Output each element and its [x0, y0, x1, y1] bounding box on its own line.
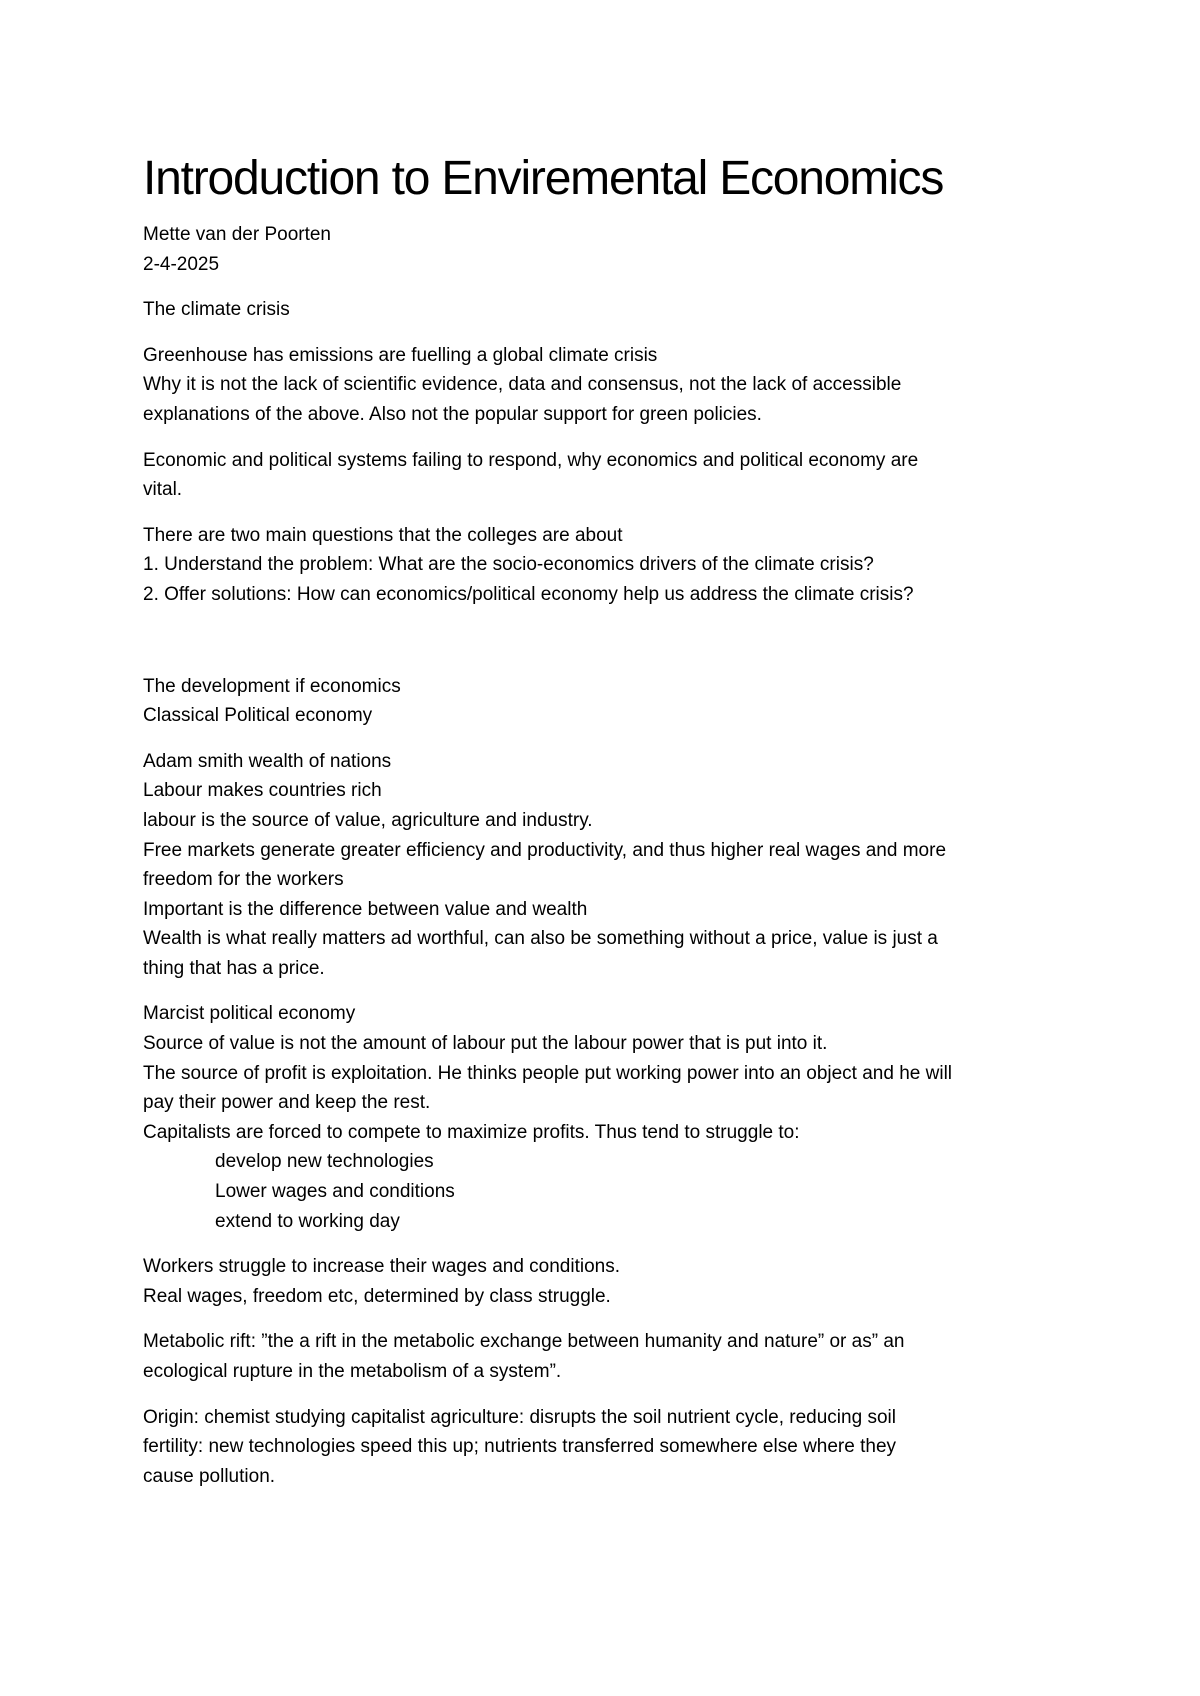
section-heading: The climate crisis	[143, 299, 290, 321]
paragraph-greenhouse	[143, 341, 1083, 430]
text-line: Adam smith wealth of nations	[143, 750, 392, 772]
author-line: Mette van der Poorten	[143, 224, 331, 245]
text-line: pay their power and keep the rest.	[143, 1092, 431, 1114]
text-line: There are two main questions that the colleges are about	[143, 524, 623, 546]
subsection-heading: Classical Political economy	[143, 705, 373, 727]
text-line: freedom for the workers	[143, 869, 344, 891]
text-line: ecological rupture in the metabolism of a system”.	[143, 1361, 562, 1382]
text-line: Economic and political systems failing to respond, why economics and political economy are	[143, 449, 919, 471]
text-line: Metabolic rift: ”the a rift in the metabolic exchange between humanity and nature” or as” an	[143, 1331, 905, 1353]
text-line: Capitalists are forced to compete to maximize profits. Thus tend to struggle to:	[143, 1121, 800, 1143]
indented-item: Lower wages and conditions	[215, 1181, 455, 1203]
text-line: Important is the difference between value and wealth	[143, 898, 588, 920]
meta-block	[143, 220, 1083, 279]
document-body	[143, 148, 1083, 1507]
text-line: vital.	[143, 479, 183, 501]
list-item: 1. Understand the problem: What are the socio-economics drivers of the climate crisis?	[143, 554, 874, 576]
text-line: explanations of the above. Also not the popular support for green policies.	[143, 403, 762, 425]
indented-item: extend to working day	[215, 1210, 400, 1232]
text-line: Marcist political economy	[143, 1003, 356, 1025]
text-line: cause pollution.	[143, 1465, 276, 1487]
text-line: Greenhouse has emissions are fuelling a global climate crisis	[143, 344, 658, 366]
development-heading-block	[143, 672, 1083, 731]
text-line: labour is the source of value, agriculture and industry.	[143, 809, 593, 831]
empty-gap	[143, 626, 1083, 672]
text-line: Why it is not the lack of scientific evidence, data and consensus, not the lack of accessible	[143, 374, 902, 396]
date-line: 2-4-2025	[143, 253, 220, 275]
document-title: Introduction to Enviremental Economics	[143, 152, 944, 205]
indented-item: develop new technologies	[215, 1151, 434, 1173]
paragraph-workers	[143, 1252, 1083, 1311]
paragraph-origin	[143, 1403, 1083, 1492]
text-line: Labour makes countries rich	[143, 780, 382, 802]
text-line: Real wages, freedom etc, determined by class struggle.	[143, 1285, 611, 1307]
text-line: Free markets generate greater efficiency and productivity, and thus higher real wages and more	[143, 839, 947, 861]
section-heading: The development if economics	[143, 675, 401, 697]
text-line: thing that has a price.	[143, 957, 325, 979]
paragraph-systems	[143, 446, 1083, 505]
text-line: fertility: new technologies speed this up; nutrients transferred somewhere else where they	[143, 1436, 897, 1458]
text-line: The source of profit is exploitation. He thinks people put working power into an object and he will	[143, 1062, 953, 1084]
list-item: 2. Offer solutions: How can economics/political economy help us address the climate crisis?	[143, 583, 914, 605]
paragraph-metabolic-rift	[143, 1327, 1083, 1386]
paragraph-questions	[143, 521, 1083, 610]
paragraph-adam-smith	[143, 747, 1083, 984]
text-line: Wealth is what really matters ad worthful, can also be something without a price, value is just a	[143, 928, 938, 950]
text-line: Workers struggle to increase their wages and conditions.	[143, 1256, 621, 1278]
climate-heading-block	[143, 295, 1083, 325]
text-line: Origin: chemist studying capitalist agriculture: disrupts the soil nutrient cycle, reducing soil	[143, 1406, 896, 1428]
paragraph-marxist	[143, 999, 1083, 1236]
text-line: Source of value is not the amount of labour put the labour power that is put into it.	[143, 1033, 828, 1055]
